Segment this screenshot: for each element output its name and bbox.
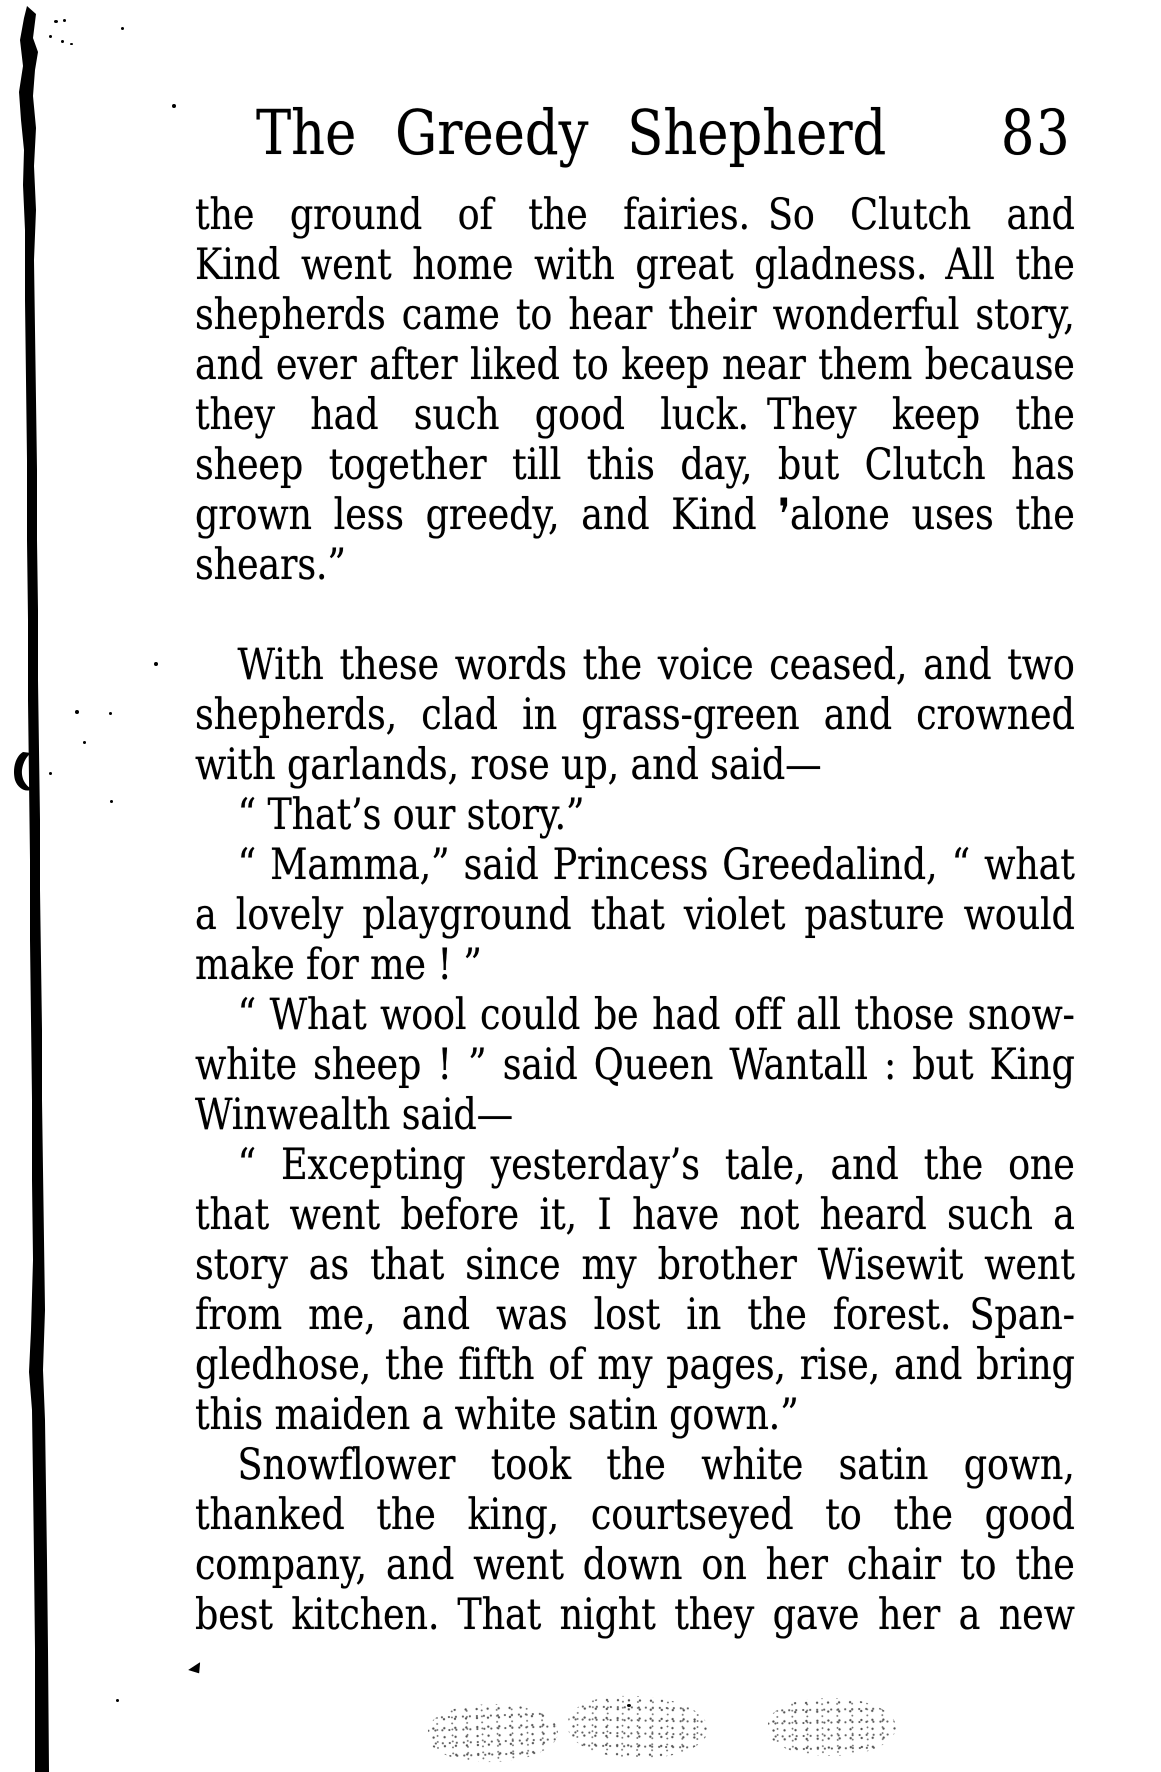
text-line: Winwealth said— xyxy=(195,1090,514,1140)
ink-speck xyxy=(61,40,64,43)
text-line: “ Mamma,” said Princess Greedalind, “ what xyxy=(237,840,1075,890)
ink-speck xyxy=(75,710,79,714)
page-header xyxy=(195,96,1075,169)
text-column xyxy=(195,0,1075,1772)
text-line: and ever after liked to keep near them because xyxy=(195,340,1075,390)
paragraph xyxy=(195,990,1075,1140)
chapter-title: The Greedy Shepherd xyxy=(256,96,887,169)
paragraph xyxy=(195,640,1075,790)
page-number: 83 xyxy=(1000,96,1072,169)
ink-speck xyxy=(49,772,52,775)
text-line: a lovely playground that violet pasture would xyxy=(195,890,1075,940)
ink-speck xyxy=(116,1699,119,1702)
text-line: grown less greedy, and Kind ❜alone uses the xyxy=(195,490,1075,540)
ink-speck xyxy=(109,712,112,715)
text-line: from me, and was lost in the forest. Span- xyxy=(195,1290,1075,1340)
binding-edge-artifact xyxy=(0,0,60,1772)
ink-speck xyxy=(154,662,158,666)
text-line: With these words the voice ceased, and two xyxy=(237,640,1075,690)
text-line: the ground of the fairies. So Clutch and xyxy=(195,190,1075,240)
paragraph xyxy=(195,1440,1075,1640)
text-line: make for me ! ” xyxy=(195,940,482,990)
text-line: gledhose, the fifth of my pages, rise, and bring xyxy=(195,1340,1075,1390)
text-line: thanked the king, courtseyed to the good xyxy=(195,1490,1075,1540)
ink-speck xyxy=(49,35,52,38)
text-line: shears.” xyxy=(195,540,346,590)
text-line: they had such good luck. They keep the xyxy=(195,390,1075,440)
ink-speck xyxy=(83,741,86,744)
ink-speck xyxy=(110,800,113,803)
ink-speck xyxy=(63,19,66,22)
text-line: sheep together till this day, but Clutch has xyxy=(195,440,1075,490)
text-line: “ That’s our story.” xyxy=(237,790,585,840)
text-line: shepherds, clad in grass-green and crowned xyxy=(195,690,1075,740)
text-line: white sheep ! ” said Queen Wantall : but King xyxy=(195,1040,1075,1090)
text-line: best kitchen. That night they gave her a new xyxy=(195,1590,1075,1640)
text-line: shepherds came to hear their wonderful story, xyxy=(195,290,1075,340)
text-line: company, and went down on her chair to the xyxy=(195,1540,1075,1590)
text-line: Kind went home with great gladness. All the xyxy=(195,240,1075,290)
ink-speck xyxy=(70,43,73,45)
text-line: with garlands, rose up, and said— xyxy=(195,740,822,790)
text-line: “ Excepting yesterday’s tale, and the one xyxy=(237,1140,1075,1190)
ink-speck xyxy=(121,27,124,30)
paragraph xyxy=(195,790,1075,840)
paragraph xyxy=(195,840,1075,990)
text-line: this maiden a white satin gown.” xyxy=(195,1390,799,1440)
text-line: Snowflower took the white satin gown, xyxy=(237,1440,1075,1490)
text-line: that went before it, I have not heard such a xyxy=(195,1190,1075,1240)
text-line: story as that since my brother Wisewit went xyxy=(195,1240,1075,1290)
ink-speck xyxy=(172,104,176,108)
paragraph xyxy=(195,190,1075,590)
ink-speck xyxy=(54,20,58,23)
text-line: “ What wool could be had off all those snow- xyxy=(237,990,1075,1040)
paragraph xyxy=(195,1140,1075,1440)
